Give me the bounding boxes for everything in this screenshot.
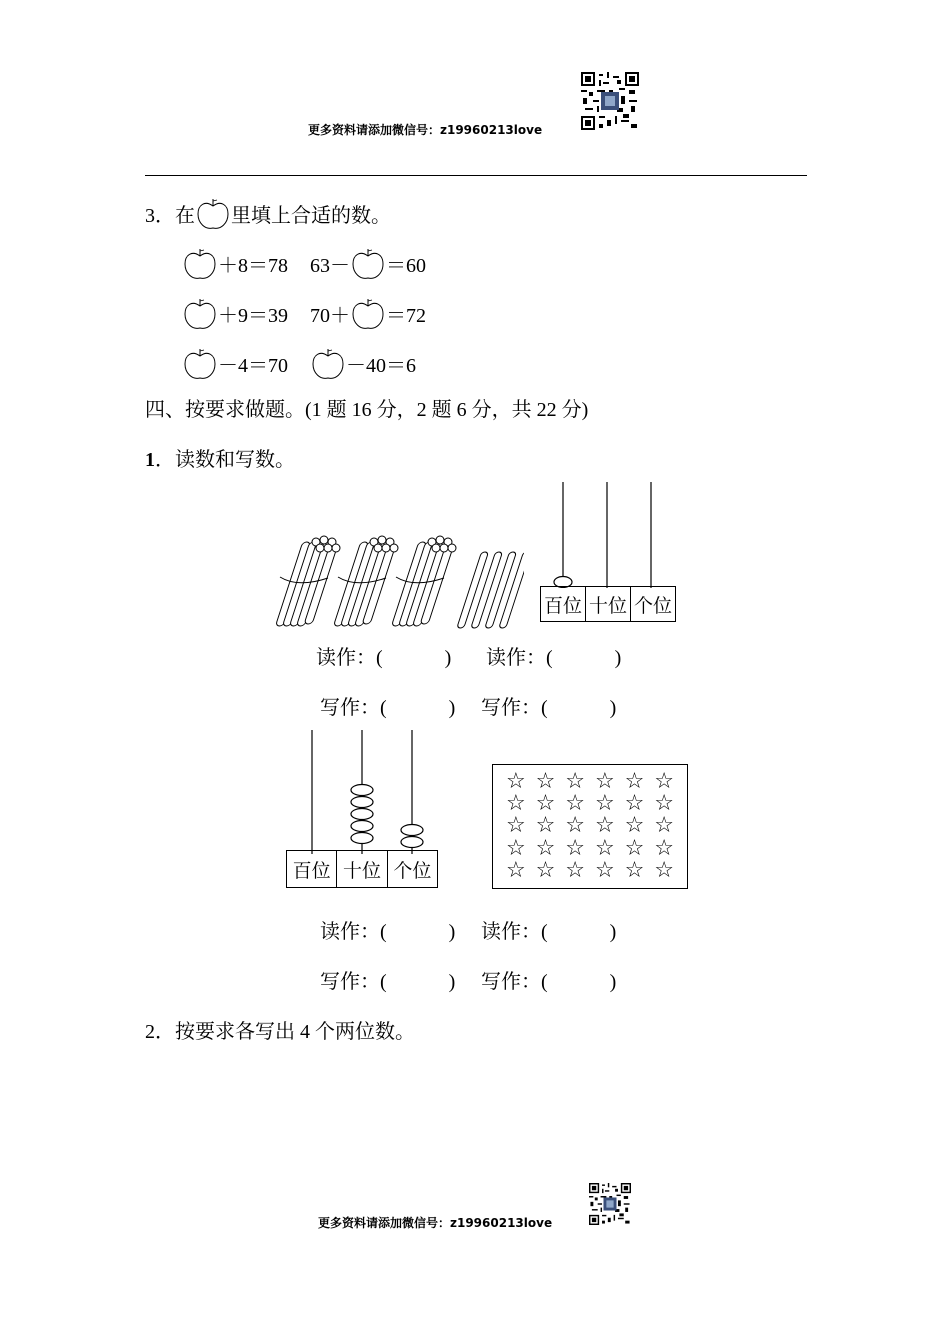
stick-bundles-figure	[268, 532, 524, 630]
star-icon: ☆	[654, 857, 675, 883]
apple-icon	[350, 246, 386, 282]
apple-icon	[182, 296, 218, 332]
abacus-bead	[401, 825, 423, 836]
star-icon: ☆	[535, 769, 556, 795]
apple-icon	[182, 346, 218, 382]
fill-row-read-2	[486, 646, 621, 670]
q2-number: 2．	[145, 1021, 175, 1043]
star-icon: ☆	[565, 813, 586, 839]
equation-2b-after: ＝72	[386, 305, 426, 327]
write-label: 写作：(	[320, 971, 387, 993]
read-label: 读作：(	[481, 921, 548, 943]
star-icon: ☆	[624, 769, 645, 795]
header-rule	[145, 175, 807, 176]
apple-icon	[195, 196, 231, 232]
write-label: 写作：(	[481, 697, 548, 719]
apple-icon	[182, 246, 218, 282]
abacus-bead	[401, 837, 423, 848]
abacus-a	[540, 482, 676, 622]
abacus-b	[286, 730, 438, 888]
abacus-bead	[351, 797, 373, 808]
write-label: 写作：(	[320, 697, 387, 719]
q3-instruction	[145, 196, 391, 232]
read-label: 读作：(	[320, 921, 387, 943]
star-icon: ☆	[565, 791, 586, 817]
star-icon: ☆	[535, 835, 556, 861]
place-tens: 十位	[336, 851, 386, 887]
place-ones: 个位	[387, 851, 437, 887]
header-wechat-text: 更多资料请添加微信号：z19960213love	[308, 123, 543, 137]
equation-row-3	[182, 346, 416, 382]
footer-qr-code	[589, 1183, 631, 1225]
place-hundreds: 百位	[543, 595, 582, 617]
star-icon: ☆	[624, 791, 645, 817]
abacus-b-place-labels	[286, 850, 438, 888]
equation-3a: －4＝70	[218, 355, 288, 377]
star-icon: ☆	[535, 791, 556, 817]
q1-dot: ．	[155, 449, 175, 471]
star-icon: ☆	[594, 857, 615, 883]
abacus-a-place-labels	[540, 586, 676, 622]
fill-row-read-1	[316, 646, 451, 670]
star-icon: ☆	[594, 813, 615, 839]
close-paren: )	[448, 697, 456, 719]
equation-1b-after: ＝60	[386, 255, 426, 277]
equation-row-2	[182, 296, 426, 332]
q1-instruction	[145, 448, 295, 472]
place-tens: 十位	[585, 587, 630, 621]
qr-code-icon	[589, 1183, 631, 1225]
star-icon: ☆	[654, 791, 675, 817]
abacus-a-rods	[540, 482, 676, 588]
star-icon: ☆	[594, 769, 615, 795]
equation-2a: ＋9＝39	[218, 305, 288, 327]
star-icon: ☆	[624, 813, 645, 839]
star-icon: ☆	[505, 857, 526, 883]
abacus-bead	[351, 809, 373, 820]
close-paren: )	[609, 697, 617, 719]
abacus-b-rods	[286, 730, 438, 854]
close-paren: )	[609, 921, 617, 943]
qr-code-icon	[581, 72, 639, 130]
place-ones: 个位	[630, 587, 675, 621]
read-label: 读作：(	[316, 647, 383, 669]
abacus-bead	[351, 821, 373, 832]
star-icon: ☆	[654, 835, 675, 861]
q3-text-after: 里填上合适的数。	[231, 205, 391, 227]
star-icon: ☆	[565, 857, 586, 883]
equation-row-1	[182, 246, 426, 282]
section-4-title: 四、按要求做题。(1 题 16 分，2 题 6 分，共 22 分)	[145, 399, 589, 421]
star-icon: ☆	[654, 769, 675, 795]
star-icon: ☆	[565, 769, 586, 795]
abacus-bead	[351, 785, 373, 796]
q2-text: 按要求各写出 4 个两位数。	[175, 1021, 415, 1043]
star-icon: ☆	[594, 835, 615, 861]
equation-3b-after: －40＝6	[346, 355, 416, 377]
place-hundreds: 百位	[292, 860, 331, 882]
header-qr-code	[581, 72, 639, 130]
star-icon: ☆	[624, 835, 645, 861]
star-icon: ☆	[535, 857, 556, 883]
equation-1a: ＋8＝78	[218, 255, 288, 277]
fill-row-read-4	[481, 920, 616, 944]
star-icon: ☆	[505, 791, 526, 817]
q2-instruction	[145, 1020, 415, 1044]
fill-row-write-3	[320, 970, 455, 994]
star-icon: ☆	[505, 835, 526, 861]
close-paren: )	[448, 921, 456, 943]
q1-text: 读数和写数。	[175, 449, 295, 471]
abacus-bead	[351, 833, 373, 844]
apple-icon	[310, 346, 346, 382]
stars-grid	[492, 764, 688, 889]
apple-icon	[350, 296, 386, 332]
q3-number: 3．	[145, 205, 175, 227]
stick-bundles-icon	[268, 532, 524, 630]
star-icon: ☆	[505, 813, 526, 839]
fill-row-write-2	[481, 696, 616, 720]
q3-text-before: 在	[175, 205, 195, 227]
close-paren: )	[609, 971, 617, 993]
star-icon: ☆	[505, 769, 526, 795]
read-label: 读作：(	[486, 647, 553, 669]
equation-2b-before: 70＋	[310, 305, 350, 327]
close-paren: )	[448, 971, 456, 993]
fill-row-write-1	[320, 696, 455, 720]
write-label: 写作：(	[481, 971, 548, 993]
fill-row-write-4	[481, 970, 616, 994]
close-paren: )	[444, 647, 452, 669]
close-paren: )	[614, 647, 622, 669]
star-icon: ☆	[594, 791, 615, 817]
star-icon: ☆	[535, 813, 556, 839]
star-icon: ☆	[654, 813, 675, 839]
q1-number: 1	[145, 449, 155, 471]
fill-row-read-3	[320, 920, 455, 944]
footer-wechat-text: 更多资料请添加微信号：z19960213love	[318, 1216, 553, 1230]
star-icon: ☆	[624, 857, 645, 883]
star-icon: ☆	[565, 835, 586, 861]
equation-1b-before: 63－	[310, 255, 350, 277]
